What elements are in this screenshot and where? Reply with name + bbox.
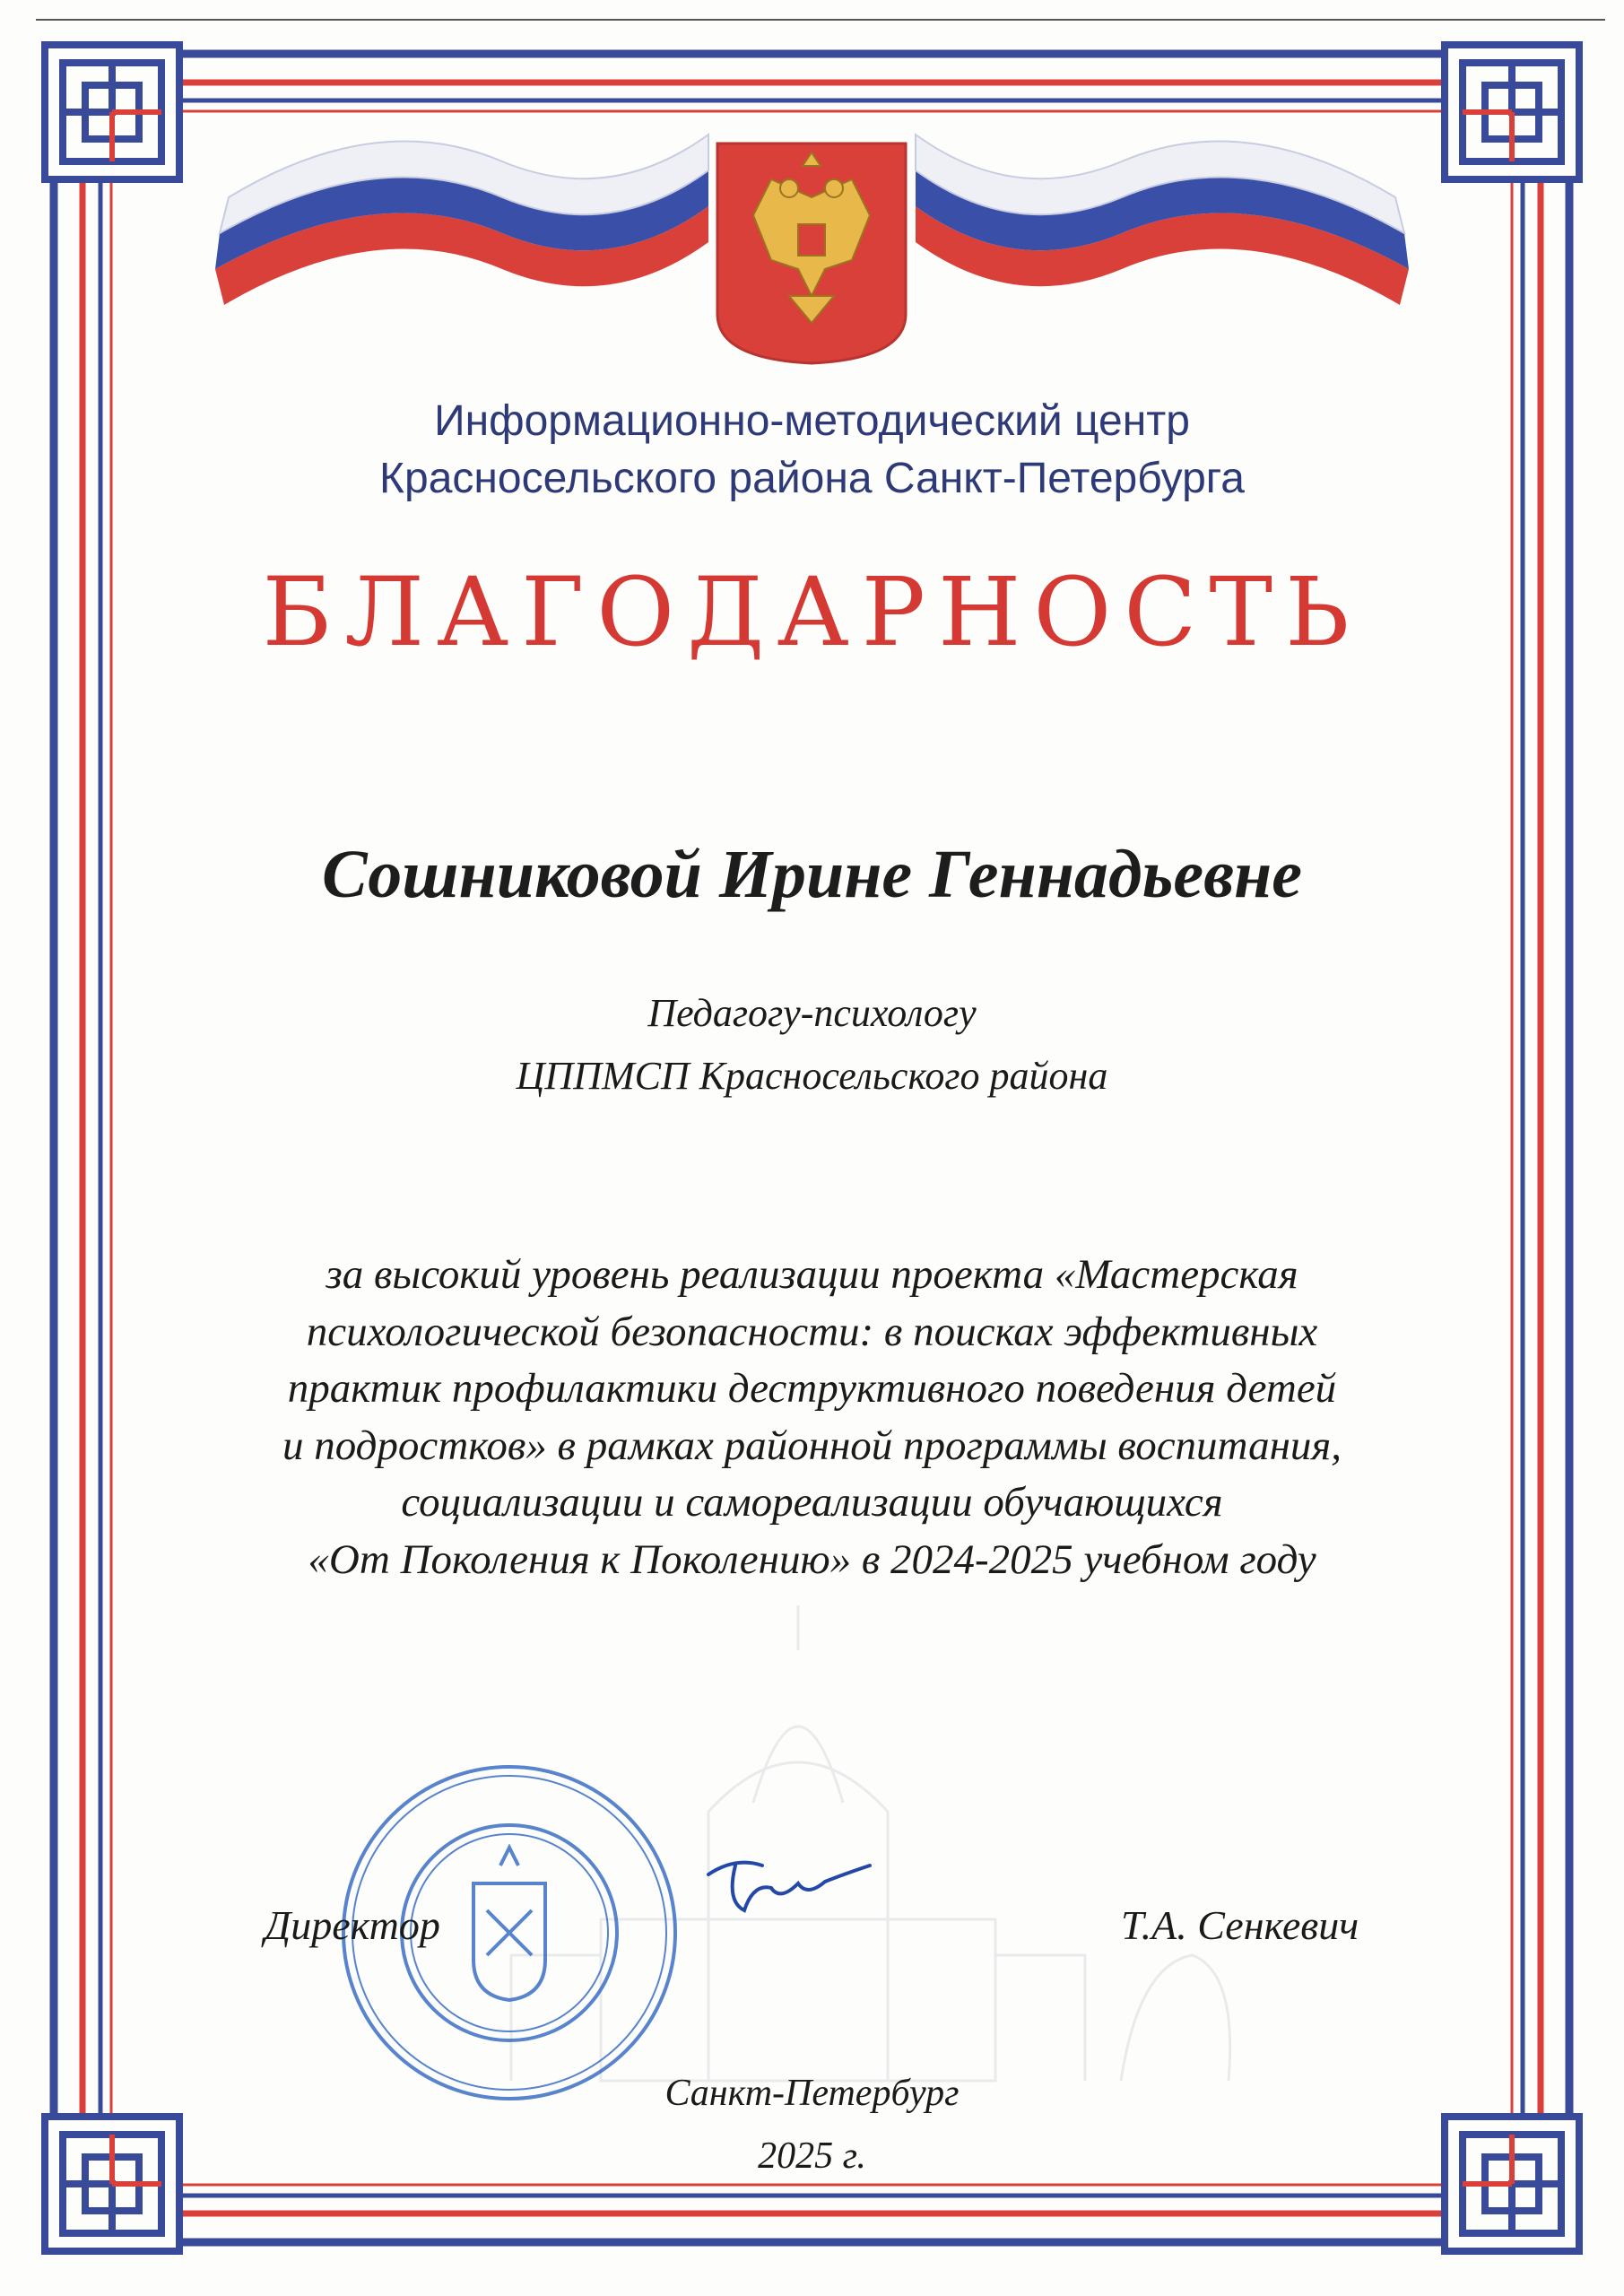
year: 2025 г. <box>758 2135 866 2177</box>
reason-line: практик профилактики деструктивного поведения детей <box>287 1365 1337 1412</box>
organization-header <box>0 393 1624 508</box>
reason-line: и подростков» в рамках районной программы воспитания, <box>282 1422 1342 1469</box>
position-line-2: ЦППМСП Красносельского района <box>516 1054 1108 1098</box>
signatory-name: Т.А. Сенкевич <box>1121 1902 1359 1948</box>
recipient-position <box>0 982 1624 1108</box>
org-line-2: Красносельского района Санкт-Петербурга <box>379 455 1245 502</box>
reason-line: социализации и самореализации обучающихся <box>401 1479 1223 1526</box>
coat-of-arms-icon <box>0 0 1624 395</box>
director-signature-icon <box>699 1848 879 1928</box>
recipient-name: Сошниковой Ирине Геннадьевне <box>322 837 1302 912</box>
russian-flag-ribbon-icon <box>215 135 708 305</box>
signatory-title: Директор <box>265 1902 440 1948</box>
reason-line: «От Поколения к Поколению» в 2024-2025 учебном году <box>308 1535 1316 1583</box>
position-line-1: Педагогу-психологу <box>647 991 977 1035</box>
award-reason <box>0 1247 1624 1588</box>
org-line-1: Информационно-методический центр <box>434 397 1190 445</box>
reason-line: психологической безопасности: в поисках эффективных <box>306 1308 1318 1355</box>
reason-line: за высокий уровень реализации проекта «Мастерская <box>326 1251 1298 1298</box>
city: Санкт-Петербург <box>664 2073 960 2114</box>
document-title: БЛАГОДАРНОСТЬ <box>262 557 1362 667</box>
